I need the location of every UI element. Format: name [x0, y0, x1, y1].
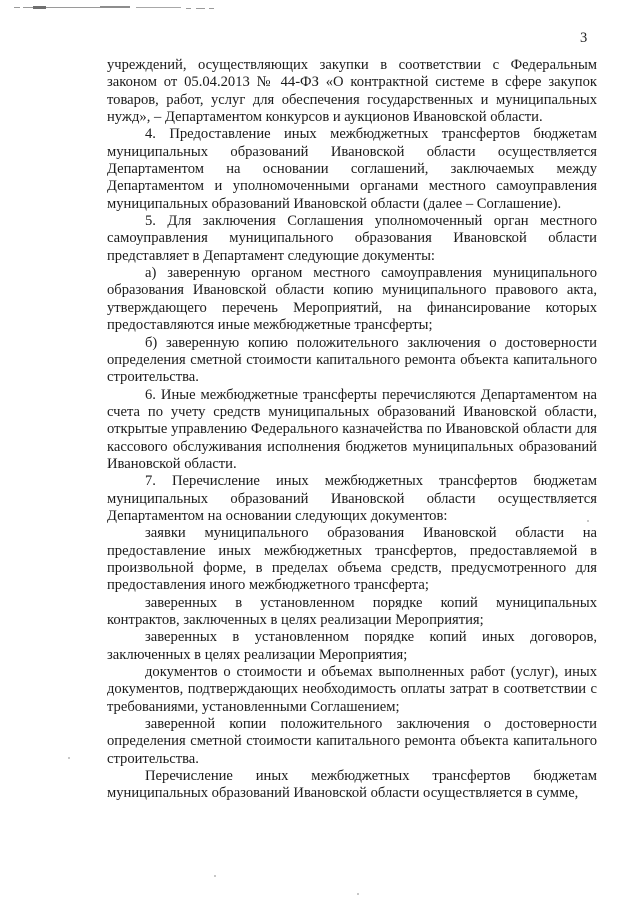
paragraph-item-5b: б) заверенную копию положительного заключения о достоверности определения сметной стоимости капитального ремонта объекта капитального строительства. — [107, 334, 597, 386]
paragraph-item-7-contracts: заверенных в установленном порядке копий муниципальных контрактов, заключенных в целях реализации Мероприятия; — [107, 594, 597, 628]
scan-artifact-line — [100, 6, 130, 8]
paragraph-continuation: учреждений, осуществляющих закупки в соответствии с Федеральным законом от 05.04.2013 № 44-ФЗ «О контрактной системе в сфере закупок товаров, работ, услуг для обеспечения государственных и муниципальных нужд», – Департаментом конкурсов и аукционов Ивановской области. — [107, 57, 597, 126]
scan-artifact-line — [186, 8, 191, 9]
scan-artifact-line — [136, 7, 181, 8]
paragraph-item-7-agreements: заверенных в установленном порядке копий иных договоров, заключенных в целях реализации Мероприятия; — [107, 629, 597, 663]
scan-artifact-line — [14, 7, 20, 8]
paper-speck — [214, 875, 216, 877]
paragraph-item-5a: а) заверенную органом местного самоуправления муниципального образования Ивановской области копию муниципального правового акта, утверждающего перечень Мероприятий, на финансирование которых предоставляются иные межбюджетные трансферты; — [107, 265, 597, 334]
scan-artifact-line — [196, 8, 205, 9]
page-number: 3 — [580, 30, 588, 46]
scan-artifact-line — [209, 8, 214, 9]
scan-artifact-line — [33, 6, 46, 9]
paragraph-item-7-request: заявки муниципального образования Ивановской области на предоставление иных межбюджетных трансфертов, предоставляемой в произвольной форме, в пределах объема средств, предусмотренного для предоставления иного межбюджетного трансферта; — [107, 525, 597, 594]
paper-speck — [68, 757, 70, 759]
paper-speck — [357, 893, 359, 895]
paragraph-item-4: 4. Предоставление иных межбюджетных трансфертов бюджетам муниципальных образований Ивановской области осуществляется Департаментом на основании соглашений, заключаемых между Департаментом и уполномоченными органами местного самоуправления муниципальных образований Ивановской области (далее – Соглашение). — [107, 126, 597, 212]
paragraph-item-6: 6. Иные межбюджетные трансферты перечисляются Департаментом на счета по учету средств муниципальных образований Ивановской области, открытые управлению Федерального казначейства по Ивановской области для кассового обслуживания исполнения бюджетов муниципальных образований Ивановской области. — [107, 386, 597, 472]
paragraph-item-7-documents: документов о стоимости и объемах выполненных работ (услуг), иных документов, подтверждающих необходимость оплаты затрат в соответствии с требованиями, установленными Соглашением; — [107, 664, 597, 715]
paragraph-item-5: 5. Для заключения Соглашения уполномоченный орган местного самоуправления муниципального образования Ивановской области представляет в Департамент следующие документы: — [107, 213, 597, 264]
paragraph-final: Перечисление иных межбюджетных трансфертов бюджетам муниципальных образований Ивановской области осуществляется в сумме, — [107, 768, 597, 802]
document-body — [107, 57, 597, 803]
paragraph-item-7-copy: заверенной копии положительного заключения о достоверности определения сметной стоимости капитального ремонта объекта капитального строительства. — [107, 716, 597, 767]
paragraph-item-7: 7. Перечисление иных межбюджетных трансфертов бюджетам муниципальных образований Ивановской области осуществляется Департаментом на основании следующих документов: — [107, 473, 597, 524]
